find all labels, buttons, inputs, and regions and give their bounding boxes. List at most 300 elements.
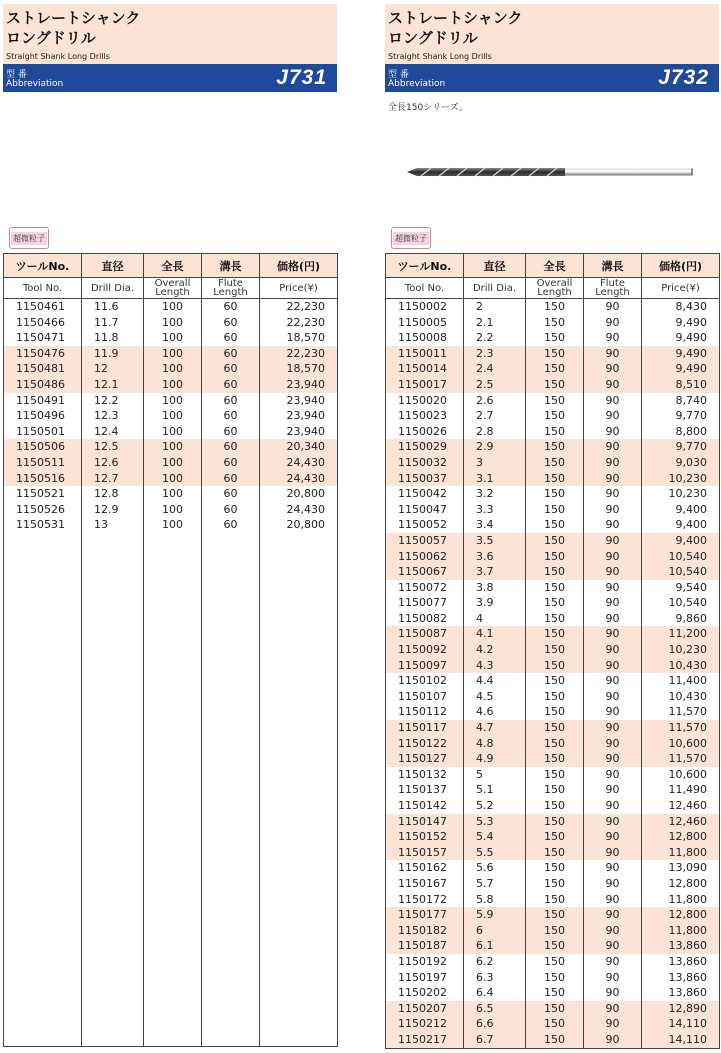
tool-no-cell: 1150112 [386,704,464,720]
overall-length-cell: 100 [144,377,202,393]
overall-length-cell: 150 [526,1001,584,1017]
col-header: 価格(円) [260,254,338,278]
tool-no-cell: 1150102 [386,673,464,689]
overall-length-cell: 150 [526,907,584,923]
tool-no-cell: 1150122 [386,736,464,752]
flute-length-cell: 90 [584,829,642,845]
tool-no-cell: 1150217 [386,1032,464,1048]
price-cell: 12,800 [642,876,720,892]
overall-length-cell: 150 [526,1016,584,1032]
badge-text: 超微粒子 [395,233,427,243]
overall-length-cell: 100 [144,361,202,377]
tool-no-cell: 1150501 [4,424,82,440]
overall-length-cell: 150 [526,860,584,876]
tool-no-cell: 1150082 [386,611,464,627]
drill-dia-cell: 5.4 [464,829,526,845]
drill-dia-cell: 5 [464,767,526,783]
price-cell: 13,090 [642,860,720,876]
overall-length-cell: 150 [526,829,584,845]
abbr-en: Abbreviation [6,79,64,89]
overall-length-cell: 150 [526,408,584,424]
col-header: 価格(円) [642,254,720,278]
table-row [386,658,720,674]
tool-no-cell: 1150471 [4,330,82,346]
drill-dia-cell: 5.6 [464,860,526,876]
table-row [386,814,720,830]
table-body [386,299,720,1049]
tool-no-cell: 1150486 [4,377,82,393]
table-row [386,767,720,783]
drill-dia-cell: 6.1 [464,938,526,954]
flute-length-cell: 90 [584,471,642,487]
overall-length-cell: 150 [526,798,584,814]
price-cell: 9,490 [642,315,720,331]
overall-length-cell: 150 [526,642,584,658]
overall-length-cell: 150 [526,673,584,689]
drill-dia-cell: 12.3 [82,408,144,424]
table-row [4,408,338,424]
flute-length-cell: 90 [584,814,642,830]
overall-length-cell: 150 [526,720,584,736]
overall-length-cell: 150 [526,767,584,783]
title-box [385,4,719,64]
table-row [386,1001,720,1017]
abbreviation-bar [3,64,337,92]
overall-length-cell: 150 [526,486,584,502]
price-cell: 9,770 [642,439,720,455]
flute-length-cell: 90 [584,611,642,627]
table-row [386,1016,720,1032]
price-cell: 18,570 [260,330,338,346]
tool-no-cell: 1150092 [386,642,464,658]
table-row [4,361,338,377]
flute-length-cell: 90 [584,876,642,892]
col-header-en-part: Overall [536,278,573,289]
flute-length-cell: 60 [202,330,260,346]
price-cell: 13,860 [642,938,720,954]
price-cell: 14,110 [642,1032,720,1048]
drill-dia-cell: 5.2 [464,798,526,814]
abbreviation-bar [385,64,719,92]
price-cell: 11,800 [642,923,720,939]
table-row [386,907,720,923]
tool-no-cell: 1150008 [386,330,464,346]
price-cell: 11,800 [642,845,720,861]
drill-dia-cell: 6.3 [464,970,526,986]
table-row [4,424,338,440]
col-header-en: Price(¥) [642,278,720,299]
price-cell: 12,800 [642,907,720,923]
price-cell: 23,940 [260,424,338,440]
drill-dia-cell: 13 [82,517,144,533]
table-row [4,517,338,533]
flute-length-cell: 90 [584,315,642,331]
drill-dia-cell: 4.9 [464,751,526,767]
drill-dia-cell: 5.9 [464,907,526,923]
table-row [386,970,720,986]
title-jp [6,8,140,48]
tool-no-cell: 1150002 [386,299,464,315]
overall-length-cell: 150 [526,611,584,627]
flute-length-cell: 90 [584,439,642,455]
drill-dia-cell: 6 [464,923,526,939]
table-row [386,751,720,767]
title-box [3,4,337,64]
tool-no-cell: 1150526 [4,502,82,518]
drill-dia-cell: 2.1 [464,315,526,331]
table-row [4,346,338,362]
flute-length-cell: 60 [202,346,260,362]
flute-length-cell: 90 [584,907,642,923]
series-note: 全長150シリーズ。 [388,103,468,113]
empty-cell [202,533,260,1047]
flute-length-cell: 90 [584,533,642,549]
price-cell: 9,030 [642,455,720,471]
flute-length-cell: 90 [584,985,642,1001]
col-header-en-part: Length [537,287,572,298]
tool-no-cell: 1150182 [386,923,464,939]
flute-length-cell: 90 [584,549,642,565]
overall-length-cell: 100 [144,346,202,362]
table-row [386,876,720,892]
flute-length-cell: 90 [584,751,642,767]
drill-dia-cell: 2.9 [464,439,526,455]
price-cell: 23,940 [260,377,338,393]
drill-dia-cell: 3.1 [464,471,526,487]
tool-no-cell: 1150132 [386,767,464,783]
product-code: J732 [658,66,709,89]
drill-dia-cell: 5.1 [464,782,526,798]
tool-no-cell: 1150476 [4,346,82,362]
flute-length-cell: 90 [584,938,642,954]
price-cell: 9,400 [642,502,720,518]
tool-no-cell: 1150212 [386,1016,464,1032]
table-row [386,704,720,720]
drill-dia-cell: 12.1 [82,377,144,393]
title-line1: ストレートシャンク [388,9,523,27]
overall-length-cell: 150 [526,580,584,596]
flute-length-cell: 90 [584,564,642,580]
price-cell: 9,490 [642,361,720,377]
table-row [4,471,338,487]
tool-no-cell: 1150117 [386,720,464,736]
flute-length-cell: 90 [584,1001,642,1017]
drill-image [405,157,695,187]
drill-dia-cell: 2 [464,299,526,315]
overall-length-cell: 150 [526,549,584,565]
table-row [386,315,720,331]
table-row [386,798,720,814]
table-row [386,502,720,518]
col-header-en [584,278,642,299]
drill-dia-cell: 11.8 [82,330,144,346]
table-filler [4,533,338,1047]
tool-no-cell: 1150466 [4,315,82,331]
tool-no-cell: 1150167 [386,876,464,892]
flute-length-cell: 90 [584,970,642,986]
overall-length-cell: 150 [526,736,584,752]
table-body [4,299,338,1047]
overall-length-cell: 150 [526,330,584,346]
title-jp [388,8,522,48]
price-cell: 10,540 [642,564,720,580]
header-row-jp [386,254,720,278]
drill-dia-cell: 3.4 [464,517,526,533]
flute-length-cell: 90 [584,486,642,502]
table-row [4,315,338,331]
overall-length-cell: 150 [526,845,584,861]
flute-length-cell: 60 [202,361,260,377]
overall-length-cell: 100 [144,408,202,424]
overall-length-cell: 150 [526,970,584,986]
flute-length-cell: 90 [584,626,642,642]
drill-dia-cell: 5.3 [464,814,526,830]
overall-length-cell: 100 [144,315,202,331]
flute-length-cell: 90 [584,767,642,783]
col-header-en [144,278,202,299]
tool-no-cell: 1150147 [386,814,464,830]
flute-length-cell: 90 [584,595,642,611]
tool-no-cell: 1150127 [386,751,464,767]
col-header-en-part: Length [155,287,190,298]
header-row-jp [4,254,338,278]
table-row [386,533,720,549]
price-cell: 10,600 [642,767,720,783]
table-row [4,439,338,455]
overall-length-cell: 100 [144,330,202,346]
col-header-en [202,278,260,299]
table-row [386,408,720,424]
overall-length-cell: 100 [144,486,202,502]
drill-dia-cell: 12.6 [82,455,144,471]
drill-dia-cell: 2.3 [464,346,526,362]
col-header: 溝長 [584,254,642,278]
table-row [386,564,720,580]
table-row [386,330,720,346]
tool-no-cell: 1150062 [386,549,464,565]
table-row [386,517,720,533]
table-row [386,346,720,362]
badge-label [9,227,49,249]
price-cell: 24,430 [260,455,338,471]
table-row [386,642,720,658]
tool-no-cell: 1150097 [386,658,464,674]
table-row [4,377,338,393]
table-row [386,938,720,954]
tool-no-cell: 1150052 [386,517,464,533]
overall-length-cell: 150 [526,814,584,830]
overall-length-cell: 100 [144,393,202,409]
price-cell: 12,460 [642,814,720,830]
table-row [386,892,720,908]
price-cell: 24,430 [260,471,338,487]
drill-dia-cell: 3.3 [464,502,526,518]
table-row [386,720,720,736]
flute-length-cell: 90 [584,330,642,346]
price-cell: 10,230 [642,642,720,658]
col-header-en-part: Overall [154,278,191,289]
drill-dia-cell: 12.4 [82,424,144,440]
overall-length-cell: 150 [526,689,584,705]
title-line2: ロングドリル [388,29,478,47]
tool-no-cell: 1150067 [386,564,464,580]
table-row [386,580,720,596]
price-cell: 9,400 [642,517,720,533]
tool-no-cell: 1150506 [4,439,82,455]
flute-length-cell: 90 [584,299,642,315]
drill-dia-cell: 4.1 [464,626,526,642]
tool-no-cell: 1150017 [386,377,464,393]
drill-dia-cell: 4.8 [464,736,526,752]
table-row [4,299,338,315]
flute-length-cell: 60 [202,471,260,487]
tool-no-cell: 1150087 [386,626,464,642]
abbr-jp: 型 番 [388,70,409,80]
title-en: Straight Shank Long Drills [388,52,492,61]
flute-length-cell: 90 [584,720,642,736]
overall-length-cell: 150 [526,361,584,377]
tool-no-cell: 1150496 [4,408,82,424]
empty-cell [260,533,338,1047]
col-header: 溝長 [202,254,260,278]
col-header-en: Tool No. [386,278,464,299]
price-cell: 9,490 [642,346,720,362]
tool-no-cell: 1150521 [4,486,82,502]
drill-dia-cell: 11.6 [82,299,144,315]
drill-dia-cell: 5.7 [464,876,526,892]
tool-no-cell: 1150152 [386,829,464,845]
price-cell: 10,430 [642,658,720,674]
tool-no-cell: 1150187 [386,938,464,954]
table-row [4,330,338,346]
flute-length-cell: 90 [584,580,642,596]
flute-length-cell: 90 [584,393,642,409]
price-cell: 13,860 [642,985,720,1001]
table-row [386,455,720,471]
overall-length-cell: 150 [526,517,584,533]
tool-no-cell: 1150047 [386,502,464,518]
table-row [386,377,720,393]
price-cell: 11,570 [642,720,720,736]
overall-length-cell: 150 [526,377,584,393]
flute-length-cell: 90 [584,689,642,705]
price-cell: 8,740 [642,393,720,409]
tool-no-cell: 1150137 [386,782,464,798]
price-cell: 9,540 [642,580,720,596]
abbr-en: Abbreviation [388,79,446,89]
header-row-en [386,278,720,299]
flute-length-cell: 90 [584,923,642,939]
flute-length-cell: 60 [202,299,260,315]
overall-length-cell: 150 [526,455,584,471]
tool-no-cell: 1150026 [386,424,464,440]
overall-length-cell: 150 [526,954,584,970]
drill-dia-cell: 6.7 [464,1032,526,1048]
overall-length-cell: 150 [526,346,584,362]
title-line2: ロングドリル [6,29,96,47]
drill-dia-cell: 3 [464,455,526,471]
flute-length-cell: 90 [584,954,642,970]
flute-length-cell: 90 [584,1032,642,1048]
flute-length-cell: 60 [202,393,260,409]
flute-length-cell: 90 [584,1016,642,1032]
col-header-en: Drill Dia. [82,278,144,299]
tool-no-cell: 1150202 [386,985,464,1001]
col-header: ツールNo. [386,254,464,278]
overall-length-cell: 150 [526,564,584,580]
overall-length-cell: 150 [526,782,584,798]
title-en: Straight Shank Long Drills [6,52,110,61]
tool-no-cell: 1150107 [386,689,464,705]
price-cell: 9,860 [642,611,720,627]
price-cell: 8,430 [642,299,720,315]
col-header-en-part: Length [595,287,630,298]
tool-no-cell: 1150014 [386,361,464,377]
drill-dia-cell: 4.7 [464,720,526,736]
table-row [4,455,338,471]
table-row [386,595,720,611]
price-cell: 10,540 [642,595,720,611]
tool-no-cell: 1150162 [386,860,464,876]
price-cell: 12,460 [642,798,720,814]
empty-cell [82,533,144,1047]
price-cell: 22,230 [260,346,338,362]
flute-length-cell: 90 [584,377,642,393]
drill-dia-cell: 3.7 [464,564,526,580]
tool-no-cell: 1150142 [386,798,464,814]
overall-length-cell: 150 [526,439,584,455]
flute-length-cell: 90 [584,455,642,471]
col-header-en: Drill Dia. [464,278,526,299]
price-cell: 10,230 [642,471,720,487]
price-cell: 11,570 [642,751,720,767]
col-header: ツールNo. [4,254,82,278]
flute-length-cell: 90 [584,517,642,533]
table-row [4,502,338,518]
price-cell: 20,800 [260,486,338,502]
overall-length-cell: 150 [526,892,584,908]
table-row [386,845,720,861]
price-cell: 11,800 [642,892,720,908]
tool-no-cell: 1150516 [4,471,82,487]
flute-length-cell: 90 [584,736,642,752]
price-cell: 8,800 [642,424,720,440]
flute-length-cell: 90 [584,673,642,689]
flute-length-cell: 90 [584,424,642,440]
col-header-en [526,278,584,299]
price-cell: 9,400 [642,533,720,549]
drill-dia-cell: 2.5 [464,377,526,393]
drill-dia-cell: 3.5 [464,533,526,549]
drill-dia-cell: 3.8 [464,580,526,596]
overall-length-cell: 150 [526,502,584,518]
flute-length-cell: 90 [584,860,642,876]
price-cell: 10,430 [642,689,720,705]
drill-dia-cell: 3.6 [464,549,526,565]
tool-no-cell: 1150042 [386,486,464,502]
overall-length-cell: 100 [144,439,202,455]
price-cell: 8,510 [642,377,720,393]
tool-no-cell: 1150531 [4,517,82,533]
drill-dia-cell: 2.7 [464,408,526,424]
drill-dia-cell: 2.2 [464,330,526,346]
flute-length-cell: 90 [584,892,642,908]
table-row [386,782,720,798]
flute-length-cell: 90 [584,502,642,518]
tool-no-cell: 1150072 [386,580,464,596]
drill-dia-cell: 2.8 [464,424,526,440]
price-cell: 9,490 [642,330,720,346]
